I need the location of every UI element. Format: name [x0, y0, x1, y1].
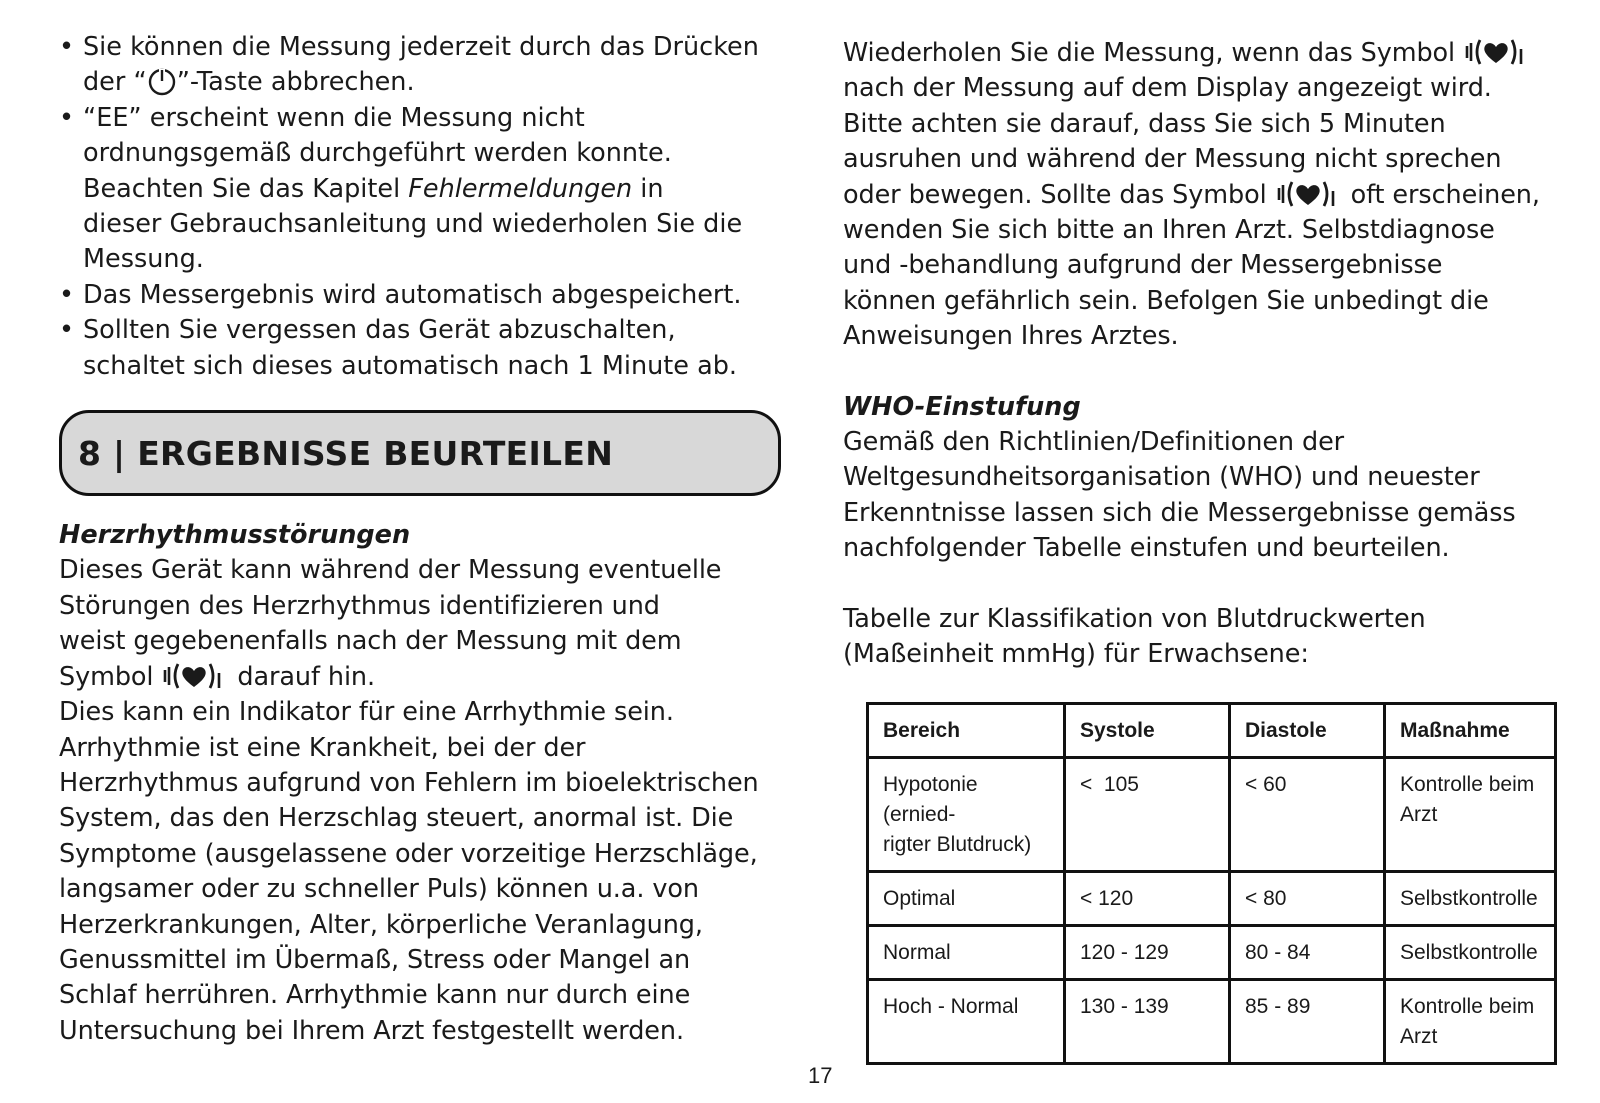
- text-line: [83, 172, 791, 207]
- table-cell: [1385, 925, 1556, 979]
- table-cell: [1230, 757, 1385, 871]
- text-line: ausruhen und während der Messung nicht sprechen: [843, 144, 1502, 175]
- column-header: Systole: [1065, 703, 1230, 757]
- text-line: Genussmittel im Übermaß, Stress oder Mangel an: [59, 944, 691, 975]
- text-line: • Das Messergebnis wird automatisch abgespeichert.: [83, 279, 742, 310]
- text-line: und -behandlung aufgrund der Messergebnisse: [843, 250, 1443, 281]
- cell-line: Selbstkontrolle: [1400, 940, 1538, 964]
- text-line: ordnungsgemäß durchgeführt werden konnte.: [83, 138, 672, 169]
- table-cell: [868, 979, 1065, 1063]
- paragraph: [59, 553, 791, 1049]
- blood-pressure-table: [866, 702, 1557, 1065]
- subheading-arrhythmia: Herzrhythmusstörungen: [59, 520, 411, 551]
- text-line: • Sie können die Messung jederzeit durch das Drücken: [83, 32, 759, 62]
- cell-line: < 105: [1080, 772, 1139, 796]
- bullet-list: [59, 30, 791, 384]
- text-line: schaltet sich dieses automatisch nach 1 Minute ab.: [83, 350, 737, 381]
- cell-line: Hoch - Normal: [883, 994, 1019, 1018]
- text-line: Weltgesundheitsorganisation (WHO) und neuester: [843, 462, 1480, 493]
- text-line: [843, 178, 1588, 213]
- text-line: Arrhythmie ist eine Krankheit, bei der der: [59, 732, 586, 763]
- table-cell: [1385, 979, 1556, 1063]
- text-line: wenden Sie sich bitte an Ihren Arzt. Selbstdiagnose: [843, 215, 1495, 246]
- text-span: Wiederholen Sie die Messung, wenn das Symbol: [843, 38, 1464, 68]
- text-line: (Maßeinheit mmHg) für Erwachsene:: [843, 639, 1309, 670]
- text-line: Anweisungen Ihres Arztes.: [843, 321, 1179, 352]
- bullet-item-cancel: [59, 30, 791, 101]
- paragraph-who: [843, 425, 1588, 567]
- cell-line: 85 - 89: [1245, 994, 1311, 1018]
- cell-line: Normal: [883, 940, 951, 964]
- cell-line: 130 - 139: [1080, 994, 1169, 1018]
- text-span: Symbol: [59, 661, 162, 692]
- page-number: 17: [808, 1063, 833, 1088]
- table-cell: [1385, 757, 1556, 871]
- bullet-item-autooff: [59, 313, 791, 384]
- cell-line: Kontrolle beim: [1400, 772, 1535, 796]
- table-cell: [1065, 757, 1230, 871]
- cell-line: Kontrolle beim: [1400, 994, 1535, 1018]
- table-cell: [1230, 925, 1385, 979]
- text-line: Herzerkrankungen, Alter, körperliche Veranlagung,: [59, 909, 703, 940]
- text-line: weist gegebenenfalls nach der Messung mit dem: [59, 626, 682, 657]
- text-line: Dieses Gerät kann während der Messung eventuelle: [59, 555, 722, 586]
- cell-line: 120 - 129: [1080, 940, 1169, 964]
- text-span: darauf hin.: [229, 661, 375, 692]
- table-row: [868, 979, 1556, 1063]
- text-line: Tabelle zur Klassifikation von Blutdruckwerten: [843, 603, 1426, 634]
- table-cell: [1230, 979, 1385, 1063]
- cell-line: Arzt: [1400, 1024, 1438, 1048]
- cell-line: 80 - 84: [1245, 940, 1311, 964]
- cell-line: < 80: [1245, 886, 1287, 910]
- table-cell: [868, 871, 1065, 925]
- text-line: • Sollten Sie vergessen das Gerät abzuschalten,: [83, 315, 676, 346]
- table-cell: [1065, 925, 1230, 979]
- irregular-heartbeat-icon: [1463, 37, 1531, 67]
- text-span: oder bewegen. Sollte das Symbol: [843, 179, 1275, 210]
- cell-line: Hypotonie (ernied-: [883, 772, 978, 826]
- text-span: der “: [83, 67, 147, 98]
- text-line: Dies kann ein Indikator für eine Arrhythmie sein.: [59, 697, 674, 728]
- table-header-row: [868, 703, 1556, 757]
- text-line: Herzrhythmus aufgrund von Fehlern im bioelektrischen: [59, 767, 759, 798]
- irregular-heartbeat-icon: [161, 661, 229, 691]
- text-line: [59, 660, 791, 695]
- left-column: [59, 30, 791, 1049]
- text-line: Erkenntnisse lassen sich die Messergebnisse gemäss: [843, 497, 1516, 528]
- text-line: Untersuchung bei Ihrem Arzt festgestellt werden.: [59, 1015, 684, 1046]
- bullet-item-ee: [59, 101, 791, 278]
- cell-line: Selbstkontrolle: [1400, 886, 1538, 910]
- irregular-heartbeat-icon: [1275, 179, 1343, 209]
- text-line: Schlaf herrühren. Arrhythmie kann nur durch eine: [59, 980, 691, 1011]
- table-row: [868, 871, 1556, 925]
- text-line: [83, 65, 791, 100]
- bullet-item-save: [59, 278, 791, 313]
- text-line: dieser Gebrauchsanleitung und wiederholen Sie die: [83, 209, 743, 240]
- text-line: nach der Messung auf dem Display angezeigt wird.: [843, 73, 1492, 104]
- text-line: Symptome (ausgelassene oder vorzeitige Herzschläge,: [59, 838, 758, 869]
- power-icon: [147, 66, 177, 96]
- text-span: in: [632, 173, 664, 204]
- section-heading-box: [59, 410, 781, 496]
- right-column: [843, 36, 1588, 1065]
- cell-line: rigter Blutdruck): [883, 832, 1032, 856]
- paragraph-repeat-measurement: [843, 36, 1588, 355]
- text-line: Bitte achten sie darauf, dass Sie sich 5 Minuten: [843, 108, 1446, 139]
- text-line: können gefährlich sein. Befolgen Sie unbedingt die: [843, 285, 1489, 316]
- cell-line: Optimal: [883, 886, 956, 910]
- text-line: nachfolgender Tabelle einstufen und beurteilen.: [843, 533, 1450, 564]
- text-line: langsamer oder zu schneller Puls) können u.a. von: [59, 874, 699, 905]
- table-intro: [843, 602, 1588, 673]
- text-line: [843, 36, 1588, 71]
- text-span: Beachten Sie das Kapitel: [83, 173, 409, 204]
- text-line: Gemäß den Richtlinien/Definitionen der: [843, 427, 1345, 458]
- text-line: Messung.: [83, 244, 204, 275]
- table-cell: [1065, 871, 1230, 925]
- table-cell: [1065, 979, 1230, 1063]
- cell-line: < 120: [1080, 886, 1134, 910]
- text-line: Störungen des Herzrhythmus identifizieren und: [59, 590, 660, 621]
- table-cell: [868, 925, 1065, 979]
- section-title: 8 | ERGEBNISSE BEURTEILEN: [78, 433, 614, 473]
- text-span: ”-Taste abbrechen.: [176, 67, 415, 98]
- text-line: • “EE” erscheint wenn die Messung nicht: [83, 102, 585, 133]
- column-header: Diastole: [1230, 703, 1385, 757]
- cell-line: < 60: [1245, 772, 1287, 796]
- table-row: [868, 757, 1556, 871]
- column-header: Maßnahme: [1385, 703, 1556, 757]
- cell-line: Arzt: [1400, 802, 1438, 826]
- text-line: System, das den Herzschlag steuert, anormal ist. Die: [59, 803, 734, 834]
- column-header: Bereich: [868, 703, 1065, 757]
- table-cell: [868, 757, 1065, 871]
- chapter-reference: Fehlermeldungen: [408, 173, 633, 204]
- text-span: oft erscheinen,: [1342, 179, 1540, 210]
- table-row: [868, 925, 1556, 979]
- table-cell: [1230, 871, 1385, 925]
- table-cell: [1385, 871, 1556, 925]
- subheading-who: WHO-Einstufung: [843, 391, 1081, 422]
